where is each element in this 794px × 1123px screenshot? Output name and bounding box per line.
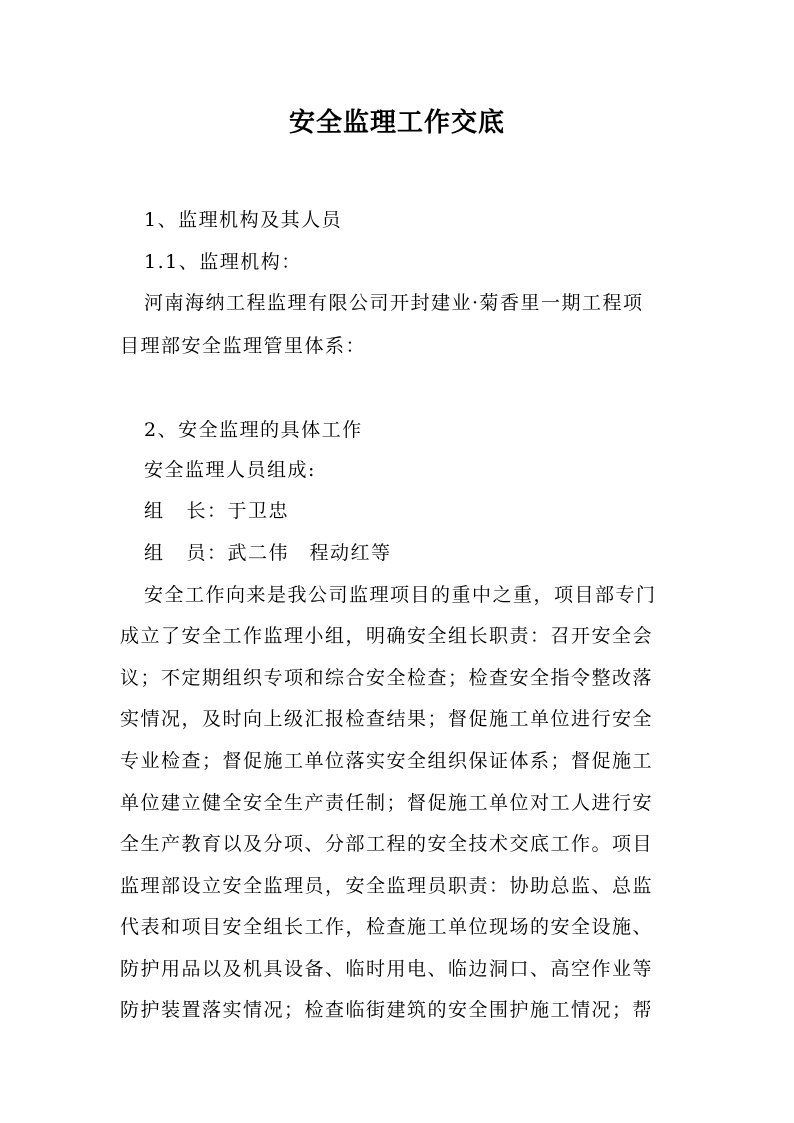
body-line-9: 代表和项目安全组长工作，检查施工单位现场的安全设施、 — [120, 916, 654, 938]
body-line-4: 实情况，及时向上级汇报检查结果；督促施工单位进行安全 — [120, 708, 654, 730]
body-line-6: 单位建立健全安全生产责任制；督促施工单位对工人进行安 — [120, 792, 654, 814]
section-1-heading: 1、监理机构及其人员 — [144, 209, 343, 231]
leader-line — [144, 499, 289, 523]
member-label-a: 组 — [144, 542, 165, 564]
body-line-5: 专业检查；督促施工单位落实安全组织保证体系；督促施工 — [120, 750, 654, 772]
leader-name: 于卫忠 — [227, 500, 290, 522]
member-label-b: 员： — [186, 542, 228, 564]
body-line-1: 安全工作向来是我公司监理项目的重中之重，项目部专门 — [144, 584, 657, 606]
body-line-10: 防护用品以及机具设备、临时用电、临边洞口、高空作业等 — [120, 958, 654, 980]
staff-heading: 安全监理人员组成: — [144, 459, 316, 481]
leader-label-a: 组 — [144, 500, 165, 522]
body-line-7: 全生产教育以及分项、分部工程的安全技术交底工作。项目 — [120, 833, 654, 855]
member-line — [144, 541, 392, 565]
org-line-2: 目理部安全监理管里体系： — [120, 335, 367, 357]
document-title: 安全监理工作交底 — [288, 108, 505, 138]
body-line-11: 防护装置落实情况；检查临街建筑的安全围护施工情况；帮 — [120, 999, 654, 1021]
member-names: 武二伟 程动红等 — [227, 542, 392, 564]
org-line-1: 河南海纳工程监理有限公司开封建业·菊香里一期工程项 — [144, 292, 644, 314]
body-line-3: 议；不定期组织专项和综合安全检查；检查安全指令整改落 — [120, 667, 654, 689]
section-2-heading: 2、安全监理的具体工作 — [144, 419, 363, 441]
body-line-2: 成立了安全工作监理小组，明确安全组长职责：召开安全会 — [120, 625, 654, 647]
body-line-8: 监理部设立安全监理员，安全监理员职责：协助总监、总监 — [120, 875, 654, 897]
section-1-1-heading: 1.1、监理机构： — [144, 251, 302, 273]
leader-label-b: 长： — [186, 500, 228, 522]
